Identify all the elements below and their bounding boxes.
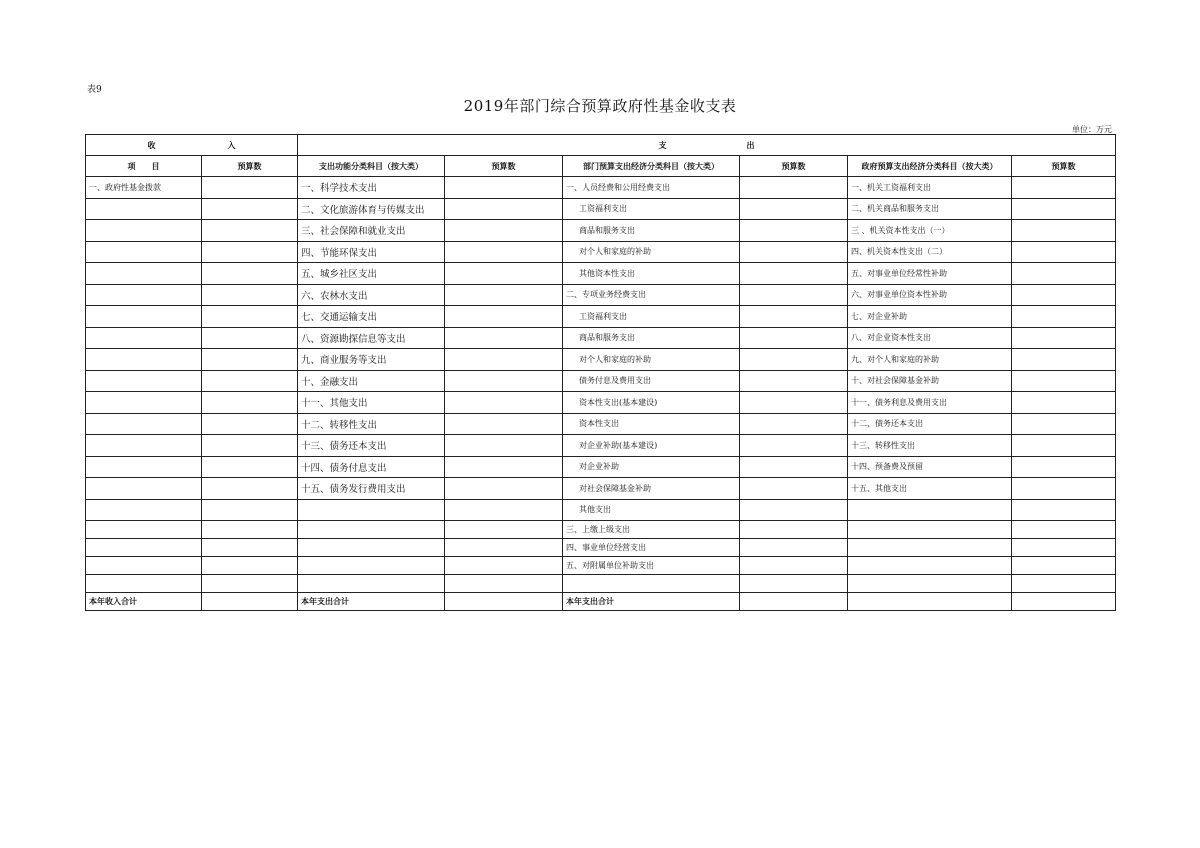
func-class-cell (298, 575, 445, 593)
income-budget-cell (202, 539, 298, 557)
dept-econ-cell: 对个人和家庭的补助 (563, 349, 740, 371)
dept-econ-cell: 对个人和家庭的补助 (563, 241, 740, 263)
table-row (86, 263, 1116, 285)
income-budget-cell (202, 198, 298, 220)
dept-budget-cell (740, 241, 848, 263)
gov-total-value (1012, 593, 1116, 611)
gov-econ-cell: 五、对事业单位经常性补助 (848, 263, 1012, 285)
gov-econ-cell: 八、对企业资本性支出 (848, 327, 1012, 349)
dept-econ-cell: 其他支出 (563, 499, 740, 521)
func-total-value (445, 593, 563, 611)
func-budget-cell (445, 499, 563, 521)
gov-budget-cell (1012, 435, 1116, 457)
income-budget-cell (202, 241, 298, 263)
func-class-cell: 五、城乡社区支出 (298, 263, 445, 285)
dept-budget-cell (740, 499, 848, 521)
dept-budget-cell (740, 370, 848, 392)
dept-budget-cell (740, 327, 848, 349)
gov-budget-cell (1012, 220, 1116, 242)
dept-econ-cell: 对企业补助 (563, 456, 740, 478)
dept-budget-cell (740, 435, 848, 457)
gov-econ-cell: 一、机关工资福利支出 (848, 177, 1012, 199)
func-class-cell (298, 499, 445, 521)
dept-total-value (740, 593, 848, 611)
gov-econ-cell (848, 557, 1012, 575)
dept-budget-cell (740, 284, 848, 306)
table-row (86, 198, 1116, 220)
income-budget-cell (202, 284, 298, 306)
dept-econ-cell: 资本性支出(基本建设) (563, 392, 740, 414)
col-dept-econ: 部门预算支出经济分类科目（按大类） (563, 156, 740, 177)
income-cell (86, 456, 202, 478)
func-class-cell (298, 557, 445, 575)
gov-budget-cell (1012, 263, 1116, 285)
income-header-a: 收 (147, 139, 156, 150)
income-budget-cell (202, 263, 298, 285)
income-cell (86, 370, 202, 392)
dept-budget-cell (740, 198, 848, 220)
income-budget-cell (202, 478, 298, 500)
income-cell (86, 435, 202, 457)
gov-econ-cell: 十四、预备费及预留 (848, 456, 1012, 478)
dept-budget-cell (740, 478, 848, 500)
income-cell (86, 284, 202, 306)
table-row (86, 241, 1116, 263)
gov-budget-cell (1012, 413, 1116, 435)
dept-budget-cell (740, 575, 848, 593)
dept-budget-cell (740, 263, 848, 285)
dept-econ-cell: 商品和服务支出 (563, 220, 740, 242)
col-budget-1: 预算数 (202, 156, 298, 177)
income-header-b: 入 (227, 139, 236, 150)
gov-econ-cell: 十一、债务利息及费用支出 (848, 392, 1012, 414)
func-class-cell: 十一、其他支出 (298, 392, 445, 414)
func-budget-cell (445, 478, 563, 500)
col-budget-2: 预算数 (445, 156, 563, 177)
table-row (86, 220, 1116, 242)
gov-budget-cell (1012, 177, 1116, 199)
top-header-row (86, 135, 1116, 156)
gov-budget-cell (1012, 349, 1116, 371)
income-budget-cell (202, 557, 298, 575)
page-title: 2019年部门综合预算政府性基金收支表 (463, 97, 737, 115)
func-class-cell: 四、节能环保支出 (298, 241, 445, 263)
func-class-cell: 十三、债务还本支出 (298, 435, 445, 457)
func-class-cell: 十四、债务付息支出 (298, 456, 445, 478)
income-cell (86, 306, 202, 328)
func-budget-cell (445, 413, 563, 435)
dept-budget-cell (740, 456, 848, 478)
func-class-cell: 九、商业服务等支出 (298, 349, 445, 371)
func-budget-cell (445, 263, 563, 285)
income-total-value (202, 593, 298, 611)
income-cell (86, 198, 202, 220)
table-row (86, 456, 1116, 478)
dept-econ-cell: 一、人员经费和公用经费支出 (563, 177, 740, 199)
income-total-label: 本年收入合计 (86, 593, 202, 611)
income-cell (86, 539, 202, 557)
income-cell (86, 220, 202, 242)
gov-budget-cell (1012, 557, 1116, 575)
income-cell: 一、政府性基金拨款 (86, 177, 202, 199)
func-class-cell (298, 521, 445, 539)
dept-econ-cell: 工资福利支出 (563, 198, 740, 220)
table-row (86, 413, 1116, 435)
gov-budget-cell (1012, 478, 1116, 500)
expense-header (298, 135, 1116, 156)
table-row (86, 392, 1116, 414)
totals-row (86, 593, 1116, 611)
dept-budget-cell (740, 349, 848, 371)
budget-table (85, 134, 1116, 611)
unit-label: 单位：万元 (1072, 125, 1112, 134)
dept-econ-cell: 资本性支出 (563, 413, 740, 435)
dept-econ-cell: 工资福利支出 (563, 306, 740, 328)
dept-budget-cell (740, 392, 848, 414)
gov-budget-cell (1012, 198, 1116, 220)
func-budget-cell (445, 521, 563, 539)
col-budget-3: 预算数 (740, 156, 848, 177)
func-class-cell: 十五、债务发行费用支出 (298, 478, 445, 500)
gov-econ-cell: 六、对事业单位资本性补助 (848, 284, 1012, 306)
func-budget-cell (445, 327, 563, 349)
income-budget-cell (202, 413, 298, 435)
dept-budget-cell (740, 220, 848, 242)
table-row (86, 557, 1116, 575)
dept-total-label: 本年支出合计 (563, 593, 740, 611)
col-func-class: 支出功能分类科目（按大类） (298, 156, 445, 177)
gov-econ-cell: 二、机关商品和服务支出 (848, 198, 1012, 220)
gov-econ-cell: 十二、债务还本支出 (848, 413, 1012, 435)
income-budget-cell (202, 392, 298, 414)
gov-econ-cell (848, 499, 1012, 521)
gov-budget-cell (1012, 370, 1116, 392)
table-row (86, 284, 1116, 306)
func-budget-cell (445, 435, 563, 457)
dept-econ-cell: 债务付息及费用支出 (563, 370, 740, 392)
income-budget-cell (202, 435, 298, 457)
dept-budget-cell (740, 306, 848, 328)
gov-budget-cell (1012, 284, 1116, 306)
func-class-cell: 八、资源勘探信息等支出 (298, 327, 445, 349)
income-budget-cell (202, 349, 298, 371)
dept-econ-cell: 对企业补助(基本建设) (563, 435, 740, 457)
func-class-cell: 十、金融支出 (298, 370, 445, 392)
table-row (86, 575, 1116, 593)
expense-header-a: 支 (658, 139, 667, 150)
income-header (86, 135, 298, 156)
income-budget-cell (202, 177, 298, 199)
dept-econ-cell: 其他资本性支出 (563, 263, 740, 285)
income-cell (86, 413, 202, 435)
func-budget-cell (445, 241, 563, 263)
gov-econ-cell (848, 539, 1012, 557)
func-class-cell: 六、农林水支出 (298, 284, 445, 306)
income-cell (86, 557, 202, 575)
gov-budget-cell (1012, 327, 1116, 349)
dept-budget-cell (740, 413, 848, 435)
income-budget-cell (202, 306, 298, 328)
dept-budget-cell (740, 557, 848, 575)
income-cell (86, 478, 202, 500)
col-budget-4: 预算数 (1012, 156, 1116, 177)
func-budget-cell (445, 306, 563, 328)
income-cell (86, 327, 202, 349)
gov-econ-cell: 七、对企业补助 (848, 306, 1012, 328)
func-budget-cell (445, 539, 563, 557)
dept-econ-cell: 二、专项业务经费支出 (563, 284, 740, 306)
func-class-cell: 一、科学技术支出 (298, 177, 445, 199)
gov-econ-cell: 九、对个人和家庭的补助 (848, 349, 1012, 371)
gov-budget-cell (1012, 521, 1116, 539)
income-budget-cell (202, 499, 298, 521)
func-budget-cell (445, 392, 563, 414)
income-cell (86, 521, 202, 539)
income-cell (86, 349, 202, 371)
table-row (86, 478, 1116, 500)
income-budget-cell (202, 575, 298, 593)
table-row (86, 327, 1116, 349)
income-budget-cell (202, 456, 298, 478)
gov-budget-cell (1012, 306, 1116, 328)
dept-budget-cell (740, 539, 848, 557)
table-row (86, 521, 1116, 539)
func-budget-cell (445, 575, 563, 593)
table-row (86, 349, 1116, 371)
table-row (86, 370, 1116, 392)
dept-econ-cell: 四、事业单位经营支出 (563, 539, 740, 557)
col-gov-econ: 政府预算支出经济分类科目（按大类） (848, 156, 1012, 177)
gov-budget-cell (1012, 575, 1116, 593)
dept-econ-cell: 五、对附属单位补助支出 (563, 557, 740, 575)
func-class-cell: 十二、转移性支出 (298, 413, 445, 435)
dept-econ-cell (563, 575, 740, 593)
income-budget-cell (202, 370, 298, 392)
dept-budget-cell (740, 521, 848, 539)
dept-budget-cell (740, 177, 848, 199)
gov-econ-cell: 四、机关资本性支出（二） (848, 241, 1012, 263)
func-budget-cell (445, 370, 563, 392)
gov-budget-cell (1012, 456, 1116, 478)
func-budget-cell (445, 349, 563, 371)
func-budget-cell (445, 557, 563, 575)
gov-econ-cell (848, 521, 1012, 539)
income-cell (86, 241, 202, 263)
gov-budget-cell (1012, 539, 1116, 557)
func-budget-cell (445, 456, 563, 478)
income-budget-cell (202, 521, 298, 539)
func-budget-cell (445, 198, 563, 220)
func-budget-cell (445, 284, 563, 306)
gov-budget-cell (1012, 392, 1116, 414)
func-class-cell: 七、交通运输支出 (298, 306, 445, 328)
dept-econ-cell: 三、上缴上级支出 (563, 521, 740, 539)
gov-budget-cell (1012, 499, 1116, 521)
column-header-row (86, 156, 1116, 177)
dept-econ-cell: 对社会保障基金补助 (563, 478, 740, 500)
gov-econ-cell (848, 575, 1012, 593)
expense-header-b: 出 (746, 139, 755, 150)
func-budget-cell (445, 220, 563, 242)
income-budget-cell (202, 220, 298, 242)
income-cell (86, 499, 202, 521)
func-class-cell (298, 539, 445, 557)
income-cell (86, 575, 202, 593)
table-row (86, 499, 1116, 521)
func-total-label: 本年支出合计 (298, 593, 445, 611)
table-row (86, 306, 1116, 328)
gov-econ-cell: 三 、机关资本性支出（一） (848, 220, 1012, 242)
gov-budget-cell (1012, 241, 1116, 263)
table-row (86, 435, 1116, 457)
table-number: 表9 (87, 85, 102, 95)
gov-econ-cell: 十三、转移性支出 (848, 435, 1012, 457)
income-cell (86, 263, 202, 285)
func-class-cell: 三、社会保障和就业支出 (298, 220, 445, 242)
func-budget-cell (445, 177, 563, 199)
table-row (86, 177, 1116, 199)
dept-econ-cell: 商品和服务支出 (563, 327, 740, 349)
gov-econ-cell: 十五、其他支出 (848, 478, 1012, 500)
gov-econ-cell: 十、对社会保障基金补助 (848, 370, 1012, 392)
func-class-cell: 二、文化旅游体育与传媒支出 (298, 198, 445, 220)
income-cell (86, 392, 202, 414)
col-item: 项 目 (86, 156, 202, 177)
gov-total-label (848, 593, 1012, 611)
table-row (86, 539, 1116, 557)
income-budget-cell (202, 327, 298, 349)
